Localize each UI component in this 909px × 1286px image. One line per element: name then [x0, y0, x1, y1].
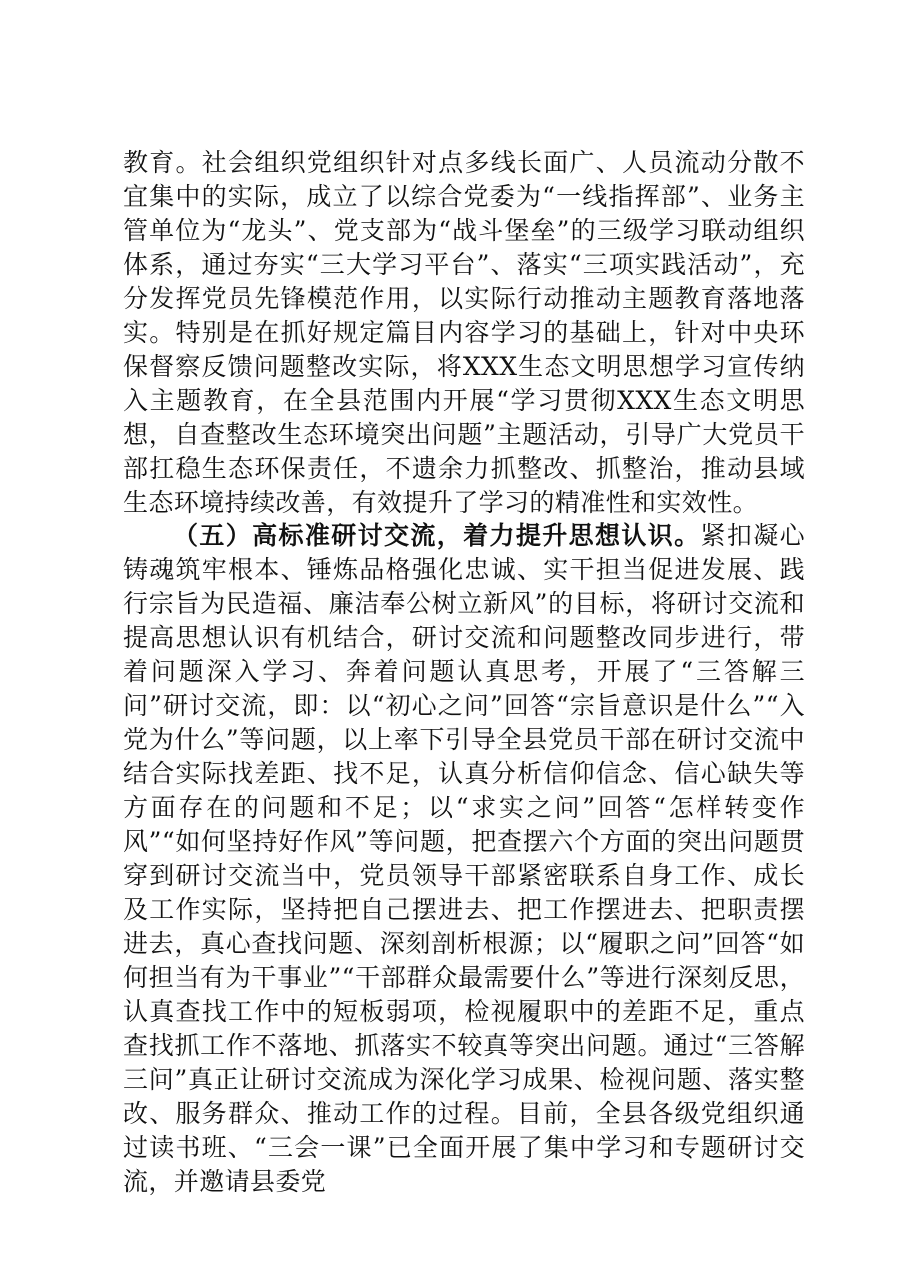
paragraph-continuation: 教育。社会组织党组织针对点多线长面广、人员流动分散不宜集中的实际，成立了以综合党委为“一线指挥部”、业务主管单位为“龙头”、党支部为“战斗堡垒”的三级学习联动组织体系，通过夯实“三大学习平台”、落实“三项实践活动”，充分发挥党员先锋模范作用，以实际行动推动主题教育落地落实。特别是在抓好规定篇目内容学习的基础上，针对中央环保督察反馈问题整改实际，将XXX生态文明思想学习宣传纳入主题教育，在全县范围内开展“学习贯彻XXX生态文明思想，自查整改生态环境突出问题”主题活动，引导广大党员干部扛稳生态环保责任，不遗余力抓整改、抓整治，推动县域生态环境持续改善，有效提升了学习的精准性和实效性。 [123, 148, 805, 517]
paragraph-section-five [123, 519, 805, 1199]
section-body: 紧扣凝心铸魂筑牢根本、锤炼品格强化忠诚、实干担当促进发展、践行宗旨为民造福、廉洁奉公树立新风”的目标，将研讨交流和提高思想认识有机结合，研讨交流和问题整改同步进行，带着问题深入学习、奔着问题认真思考，开展了“三答解三问”研讨交流，即：以“初心之问”回答“宗旨意识是什么”“入党为什么”等问题，以上率下引导全县党员干部在研讨交流中结合实际找差距、找不足，认真分析信仰信念、信心缺失等方面存在的问题和不足；以“求实之问”回答“怎样转变作风”“如何坚持好作风”等问题，把查摆六个方面的突出问题贯穿到研讨交流当中，党员领导干部紧密联系自身工作、成长及工作实际，坚持把自己摆进去、把工作摆进去、把职责摆进去，真心查找问题、深刻剖析根源；以“履职之问”回答“如何担当有为干事业”“干部群众最需要什么”等进行深刻反思，认真查找工作中的短板弱项，检视履职中的差距不足，重点查找抓工作不落地、抓落实不较真等突出问题。通过“三答解三问”真正让研讨交流成为深化学习成果、检视问题、落实整改、服务群众、推动工作的过程。目前，全县各级党组织通过读书班、“三会一课”已全面开展了集中学习和专题研讨交流，并邀请县委党 [123, 521, 805, 1196]
section-heading: （五）高标准研讨交流，着力提升思想认识。 [173, 521, 701, 550]
